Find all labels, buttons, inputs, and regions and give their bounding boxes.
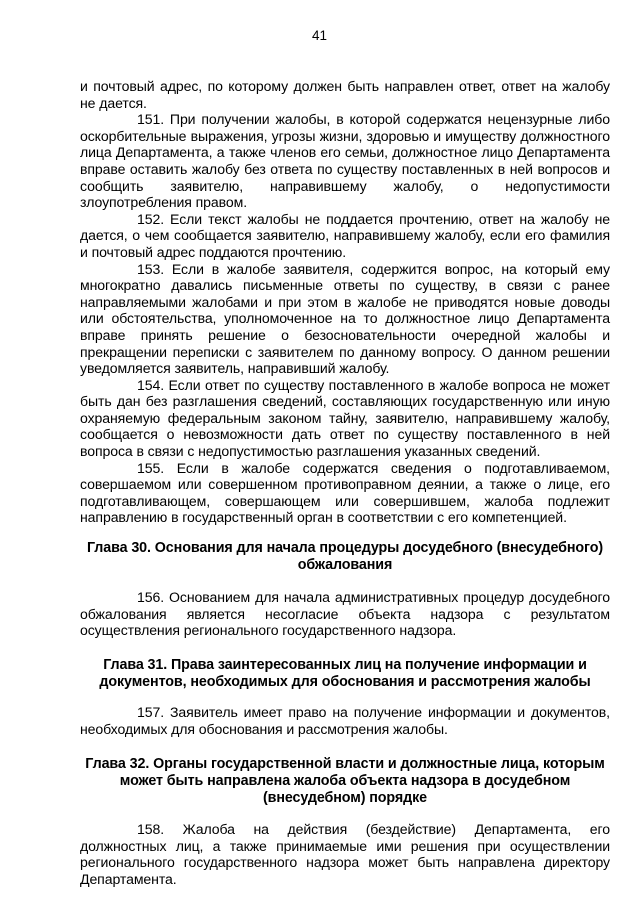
chapter-31-heading: Глава 31. Права заинтересованных лиц на получение информации и документов, необходимых для обоснования и рассмотрения жалобы [99, 657, 591, 690]
paragraph-152: 152. Если текст жалобы не поддается прочтению, ответ на жалобу не дается, о чем сообщается заявителю, направившему жалобу, если его фамилия и почтовый адрес поддаются прочтению. [80, 210, 610, 260]
paragraph-151: 151. При получении жалобы, в которой содержатся нецензурные либо оскорбительные выражения, угрозы жизни, здоровью и имуществу должностного лица Департамента, а также членов его семьи, должностное лицо Департамента вправе оставить жалобу без ответа по существу поставленных в ней вопросов и сообщить заявителю, направившему жалобу, о недопустимости злоупотребления правом. [80, 111, 610, 211]
chapter-32-heading: Глава 32. Органы государственной власти и должностные лица, которым может быть направлена жалоба объекта надзора в досудебном (внесудебном) порядке [85, 756, 605, 806]
page-number: 41 [311, 28, 328, 43]
paragraph-153: 153. Если в жалобе заявителя, содержится вопрос, на который ему многократно давались письменные ответы по существу, в связи с ранее направляемыми жалобами и при этом в жалобе не приводятся новые доводы или обстоятельства, уполномоченное на то должностное лицо Департамента вправе принять решение о безосновательности очередной жалобы и прекращении переписки с заявителем по данному вопросу. О данном решении уведомляется заявитель, направивший жалобу. [80, 260, 610, 377]
paragraph-157: 157. Заявитель имеет право на получение информации и документов, необходимых для обоснования и рассмотрения жалобы. [80, 704, 610, 737]
paragraph-154: 154. Если ответ по существу поставленного в жалобе вопроса не может быть дан без разглашения сведений, составляющих государственную или иную охраняемую федеральным законом тайну, заявителю, направившему жалобу, сообщается о невозможности дать ответ по существу поставленного в ней вопроса в связи с недопустимостью разглашения указанных сведений. [80, 376, 610, 460]
paragraph-continuation: и почтовый адрес, по которому должен быть направлен ответ, ответ на жалобу не дается. [80, 78, 610, 111]
paragraph-156: 156. Основанием для начала административных процедур досудебного обжалования является несогласие объекта надзора с результатом осуществления регионального государственного надзора. [80, 589, 610, 639]
paragraph-158: 158. Жалоба на действия (бездействие) Департамента, его должностных лиц, а также принимаемые ими решения при осуществлении регионального государственного надзора может быть направлена директору Департамента. [80, 821, 610, 887]
page-content [80, 78, 610, 888]
chapter-30-heading: Глава 30. Основания для начала процедуры досудебного (внесудебного) обжалования [86, 540, 604, 573]
paragraph-155: 155. Если в жалобе содержатся сведения о подготавливаемом, совершаемом или совершенном противоправном деянии, а также о лице, его подготавливающем, совершающем или совершившем, жалоба подлежит направлению в государственный орган в соответствии с его компетенцией. [80, 459, 610, 526]
